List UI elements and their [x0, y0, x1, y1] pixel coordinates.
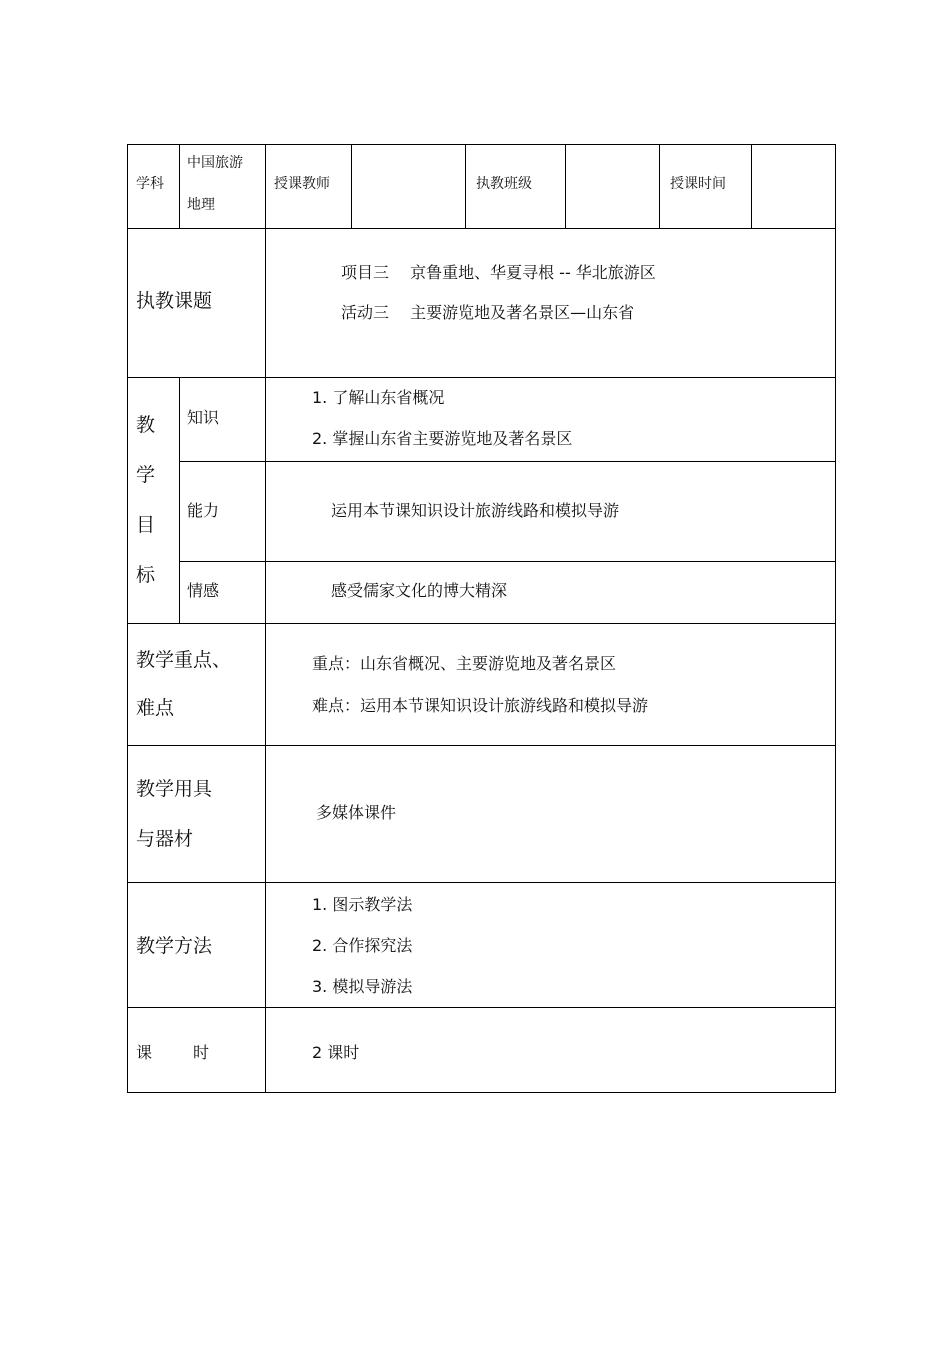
table-rule	[179, 561, 836, 562]
tools-value: 多媒体课件	[316, 803, 397, 822]
method-item: 3. 模拟导游法	[312, 977, 413, 996]
method-item: 2. 合作探究法	[312, 936, 413, 955]
subject-value: 地理	[187, 197, 215, 213]
ability-label: 能力	[187, 501, 220, 520]
table-rule	[127, 623, 836, 624]
key-points-label: 教学重点、	[136, 649, 232, 671]
tools-label: 与器材	[136, 828, 194, 850]
table-rule	[127, 228, 836, 229]
table-rule	[127, 144, 836, 145]
difficult-point-text: 难点：运用本节课知识设计旅游线路和模拟导游	[312, 696, 649, 715]
table-rule	[127, 882, 836, 883]
topic-label: 执教课题	[136, 290, 213, 312]
objectives-label: 标	[136, 564, 156, 586]
table-rule	[659, 144, 660, 228]
knowledge-item: 1. 了解山东省概况	[312, 388, 445, 407]
time-label: 授课时间	[670, 176, 726, 192]
key-point-text: 重点：山东省概况、主要游览地及著名景区	[312, 654, 617, 673]
table-rule	[465, 144, 466, 228]
tools-label: 教学用具	[136, 778, 213, 800]
emotion-label: 情感	[187, 581, 220, 600]
table-rule	[179, 377, 180, 623]
objectives-label: 目	[136, 514, 156, 536]
table-rule	[127, 745, 836, 746]
hours-value: 2 课时	[312, 1043, 360, 1062]
table-rule	[351, 144, 352, 228]
table-rule	[127, 1092, 836, 1093]
table-rule	[751, 144, 752, 228]
teacher-label: 授课教师	[274, 176, 330, 192]
hours-label: 时	[193, 1043, 210, 1062]
objectives-label: 学	[136, 464, 156, 486]
class-label: 执教班级	[476, 176, 532, 192]
key-points-label: 难点	[136, 697, 175, 719]
table-rule	[127, 1007, 836, 1008]
knowledge-label: 知识	[187, 408, 220, 427]
table-rule	[565, 144, 566, 228]
knowledge-item: 2. 掌握山东省主要游览地及著名景区	[312, 429, 573, 448]
emotion-text: 感受儒家文化的博大精深	[331, 581, 508, 600]
subject-value: 中国旅游	[187, 155, 243, 171]
subject-label: 学科	[136, 176, 164, 192]
table-rule	[179, 144, 180, 228]
table-rule	[835, 144, 836, 1093]
method-item: 1. 图示教学法	[312, 895, 413, 914]
ability-text: 运用本节课知识设计旅游线路和模拟导游	[331, 501, 620, 520]
hours-label: 课	[136, 1043, 153, 1062]
methods-label: 教学方法	[136, 935, 213, 957]
topic-line: 项目三 京鲁重地、华夏寻根 -- 华北旅游区	[341, 263, 656, 282]
table-rule	[127, 144, 128, 1093]
topic-line: 活动三 主要游览地及著名景区—山东省	[341, 303, 635, 322]
table-rule	[179, 461, 836, 462]
table-rule	[127, 377, 836, 378]
objectives-label: 教	[136, 414, 156, 436]
table-rule	[265, 144, 266, 1093]
